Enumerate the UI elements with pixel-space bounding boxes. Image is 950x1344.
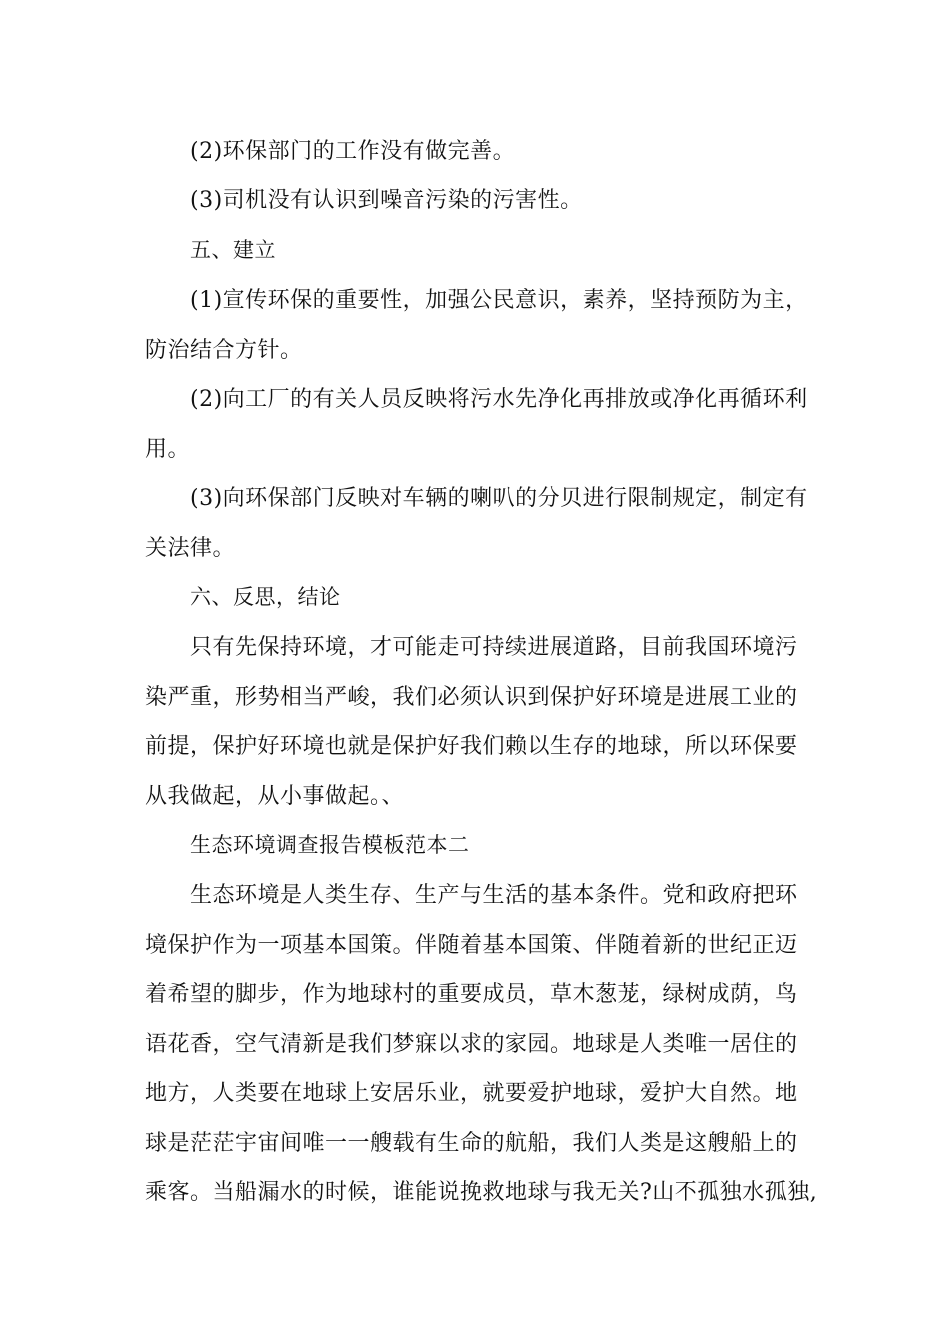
text-line: 境保护作为一项基本国策。伴随着基本国策、伴随着新的世纪正迈	[145, 932, 798, 958]
text-line: 前提，保护好环境也就是保护好我们赖以生存的地球，所以环保要	[145, 734, 798, 759]
text-line: 生态环境是人类生存、生产与生活的基本条件。党和政府把环	[190, 883, 798, 908]
section-heading-6	[145, 573, 825, 623]
text-line: (2)向工厂的有关人员反映将污水先净化再排放或净化再循环利	[190, 387, 808, 412]
text-line: 用。	[145, 436, 191, 462]
text-line: 六、反思，结论	[190, 585, 341, 609]
section-heading-5	[145, 226, 825, 276]
paragraph-10	[145, 871, 825, 1218]
text-line: 防治结合方针。	[145, 337, 303, 363]
paragraph-6	[145, 474, 825, 573]
text-line: (1)宣传环保的重要性，加强公民意识，素养，坚持预防为主，	[190, 288, 808, 313]
text-line: 语花香，空气清新是我们梦寐以求的家园。地球是人类唯一居住的	[145, 1031, 798, 1057]
text-line: (3)司机没有认识到噪音污染的污害性。	[190, 188, 583, 213]
text-line: 生态环境调查报告模板范本二	[190, 833, 470, 857]
document-subtitle	[145, 821, 825, 871]
text-line: (2)环保部门的工作没有做完善。	[190, 139, 516, 164]
paragraph-2	[145, 176, 825, 226]
text-line: 只有先保持环境，才可能走可持续进展道路，目前我国环境污	[190, 635, 798, 660]
text-line: (3)向环保部门反映对车辆的喇叭的分贝进行限制规定，制定有	[190, 486, 808, 511]
paragraph-8	[145, 623, 825, 821]
text-line: 球是茫茫宇宙间唯一一艘载有生命的航船，我们人类是这艘船上的	[145, 1130, 798, 1156]
paragraph-4	[145, 276, 825, 375]
paragraph-1	[145, 127, 825, 177]
text-line: 关法律。	[145, 535, 236, 561]
text-line: 染严重，形势相当严峻，我们必须认识到保护好环境是进展工业的	[145, 684, 798, 710]
text-line: 五、建立	[190, 238, 276, 262]
text-line: 着希望的脚步，作为地球村的重要成员，草木葱茏，绿树成荫，鸟	[145, 982, 798, 1007]
text-line: 地方，人类要在地球上安居乐业，就要爱护地球，爱护大自然。地	[145, 1081, 798, 1106]
text-line: 乘客。当船漏水的时候，谁能说挽救地球与我无关?山不孤独水孤独,	[145, 1180, 818, 1205]
text-line: 从我做起，从小事做起。、	[145, 783, 405, 809]
paragraph-5	[145, 375, 825, 474]
